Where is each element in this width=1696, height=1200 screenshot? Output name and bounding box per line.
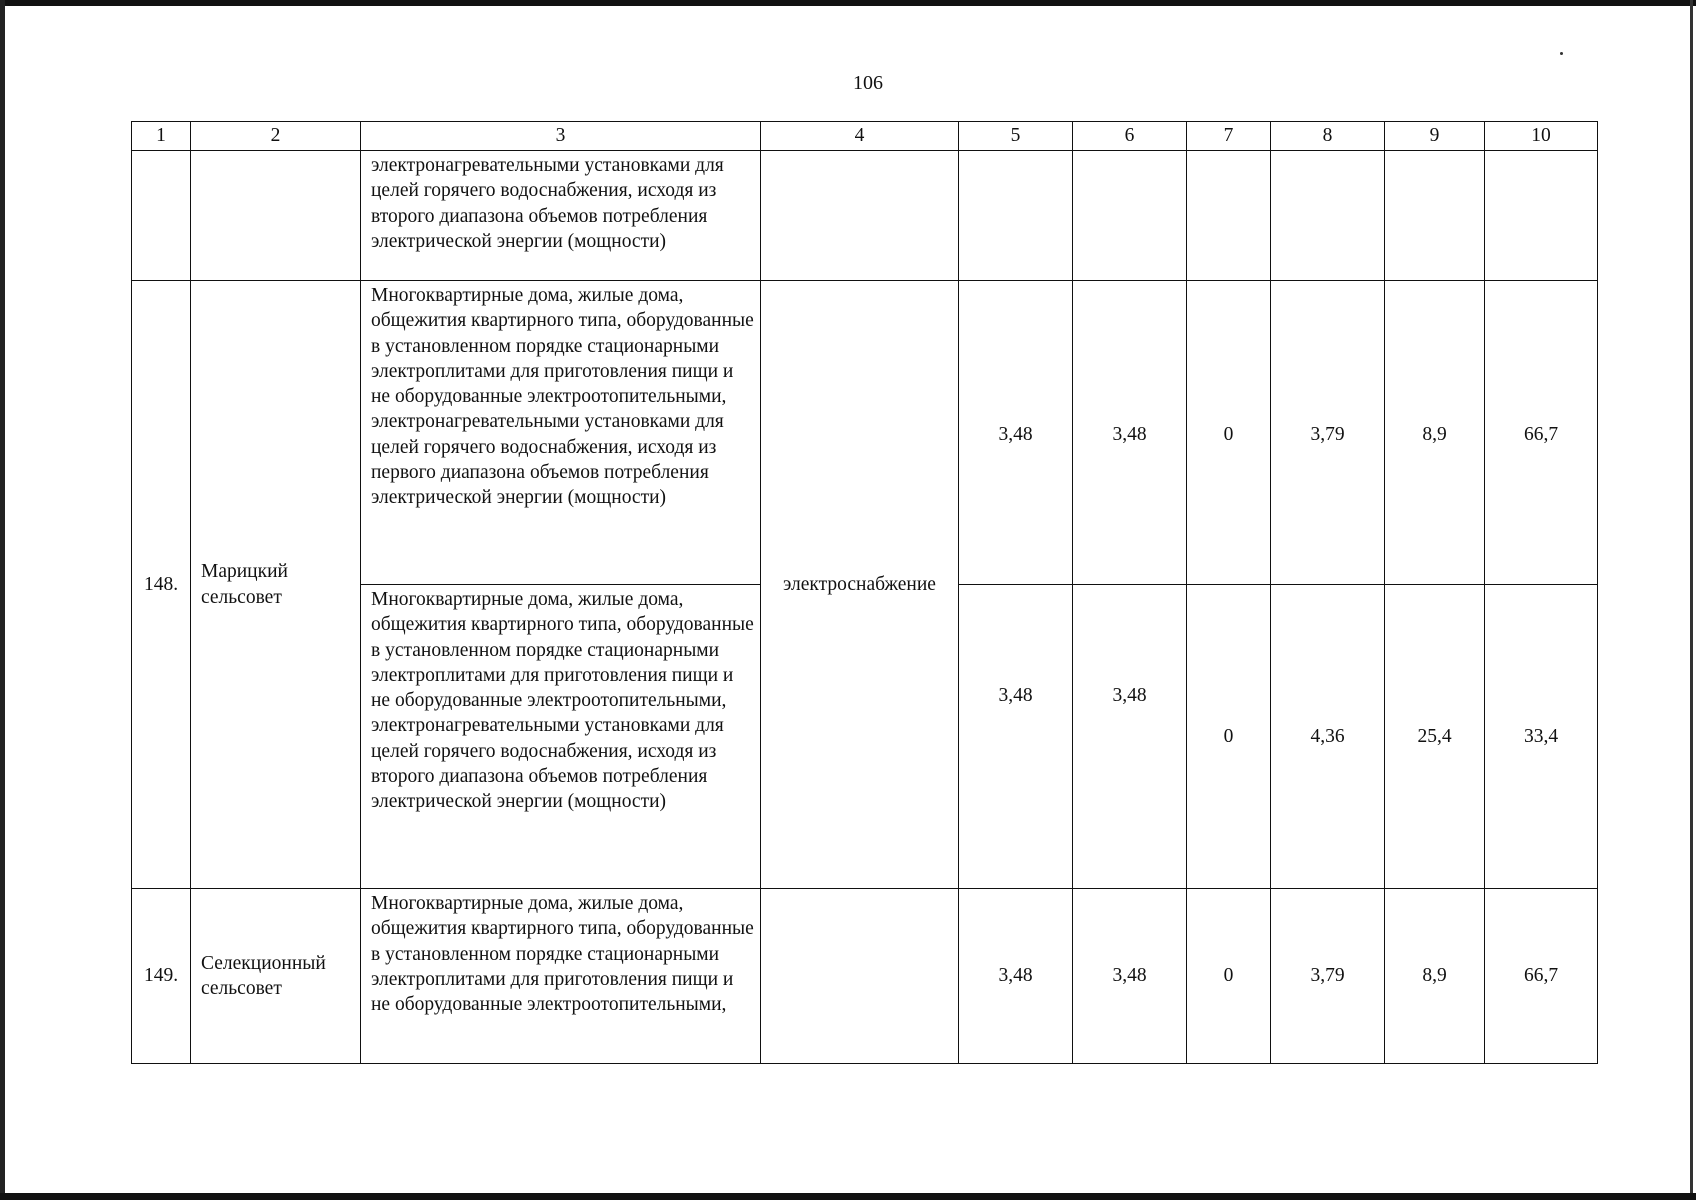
table-row-continued: [132, 151, 1598, 281]
cell-empty: [761, 889, 959, 1064]
col-header-3: 3: [361, 122, 761, 151]
cell-empty: [761, 151, 959, 281]
value-149-col6: 3,48: [1073, 889, 1187, 1064]
value-148b-col5: 3,48: [959, 585, 1073, 889]
value-148a-col9: 8,9: [1385, 281, 1485, 585]
cell-empty: [1271, 151, 1385, 281]
col-header-7: 7: [1187, 122, 1271, 151]
table-row-148a: [132, 281, 1598, 585]
value-149-col5: 3,48: [959, 889, 1073, 1064]
value-148a-col8: 3,79: [1271, 281, 1385, 585]
cell-empty: [1073, 151, 1187, 281]
scan-border-left: [0, 0, 5, 1200]
cell-empty: [959, 151, 1073, 281]
table-row-149: [132, 889, 1598, 1064]
col-header-8: 8: [1271, 122, 1385, 151]
value-148a-col10: 66,7: [1485, 281, 1598, 585]
page-number: 106: [853, 72, 883, 94]
value-148b-col10: 33,4: [1485, 585, 1598, 889]
value-149-col8: 3,79: [1271, 889, 1385, 1064]
col-header-9: 9: [1385, 122, 1485, 151]
row-number-148: 148.: [132, 281, 191, 889]
scan-border-right: [1690, 0, 1693, 1200]
value-148b-col8: 4,36: [1271, 585, 1385, 889]
col-header-1: 1: [132, 122, 191, 151]
value-148b-col6: 3,48: [1073, 585, 1187, 889]
value-148b-col7: 0: [1187, 585, 1271, 889]
col-header-6: 6: [1073, 122, 1187, 151]
service-148: электроснабжение: [761, 281, 959, 889]
col-header-10: 10: [1485, 122, 1598, 151]
cell-empty: [191, 151, 361, 281]
cell-empty: [132, 151, 191, 281]
cell-empty: [1187, 151, 1271, 281]
description-148b: Многоквартирные дома, жилые дома, общежития квартирного типа, оборудованные в установленном порядке стационарными электроплитами для приготовления пищи и не оборудованные электроотопительными, электронагревательными установками для целей горячего водоснабжения, исходя из второго диапазона объемов потребления электрической энергии (мощности): [361, 585, 761, 889]
scan-speck: [1560, 52, 1563, 55]
cell-empty: [1485, 151, 1598, 281]
settlement-148: Марицкий сельсовет: [191, 281, 361, 889]
row-number-149: 149.: [132, 889, 191, 1064]
header-row: [132, 122, 1598, 151]
value-148b-col9: 25,4: [1385, 585, 1485, 889]
continued-description: электронагревательными установками для целей горячего водоснабжения, исходя из второго диапазона объемов потребления электрической энергии (мощности): [361, 151, 761, 281]
cell-empty: [1385, 151, 1485, 281]
value-149-col9: 8,9: [1385, 889, 1485, 1064]
col-header-2: 2: [191, 122, 361, 151]
col-header-5: 5: [959, 122, 1073, 151]
description-148a: Многоквартирные дома, жилые дома, общежития квартирного типа, оборудованные в установленном порядке стационарными электроплитами для приготовления пищи и не оборудованные электроотопительными, электронагревательными установками для целей горячего водоснабжения, исходя из первого диапазона объемов потребления электрической энергии (мощности): [361, 281, 761, 585]
scan-border-bottom: [0, 1193, 1696, 1200]
settlement-149: Селекционный сельсовет: [191, 889, 361, 1064]
value-149-col7: 0: [1187, 889, 1271, 1064]
scan-border-top: [0, 0, 1696, 6]
description-149: Многоквартирные дома, жилые дома, общежития квартирного типа, оборудованные в установленном порядке стационарными электроплитами для приготовления пищи и не оборудованные электроотопительными,: [361, 889, 761, 1064]
value-148a-col5: 3,48: [959, 281, 1073, 585]
value-149-col10: 66,7: [1485, 889, 1598, 1064]
tariff-table: [131, 121, 1598, 1064]
value-148a-col7: 0: [1187, 281, 1271, 585]
col-header-4: 4: [761, 122, 959, 151]
value-148a-col6: 3,48: [1073, 281, 1187, 585]
